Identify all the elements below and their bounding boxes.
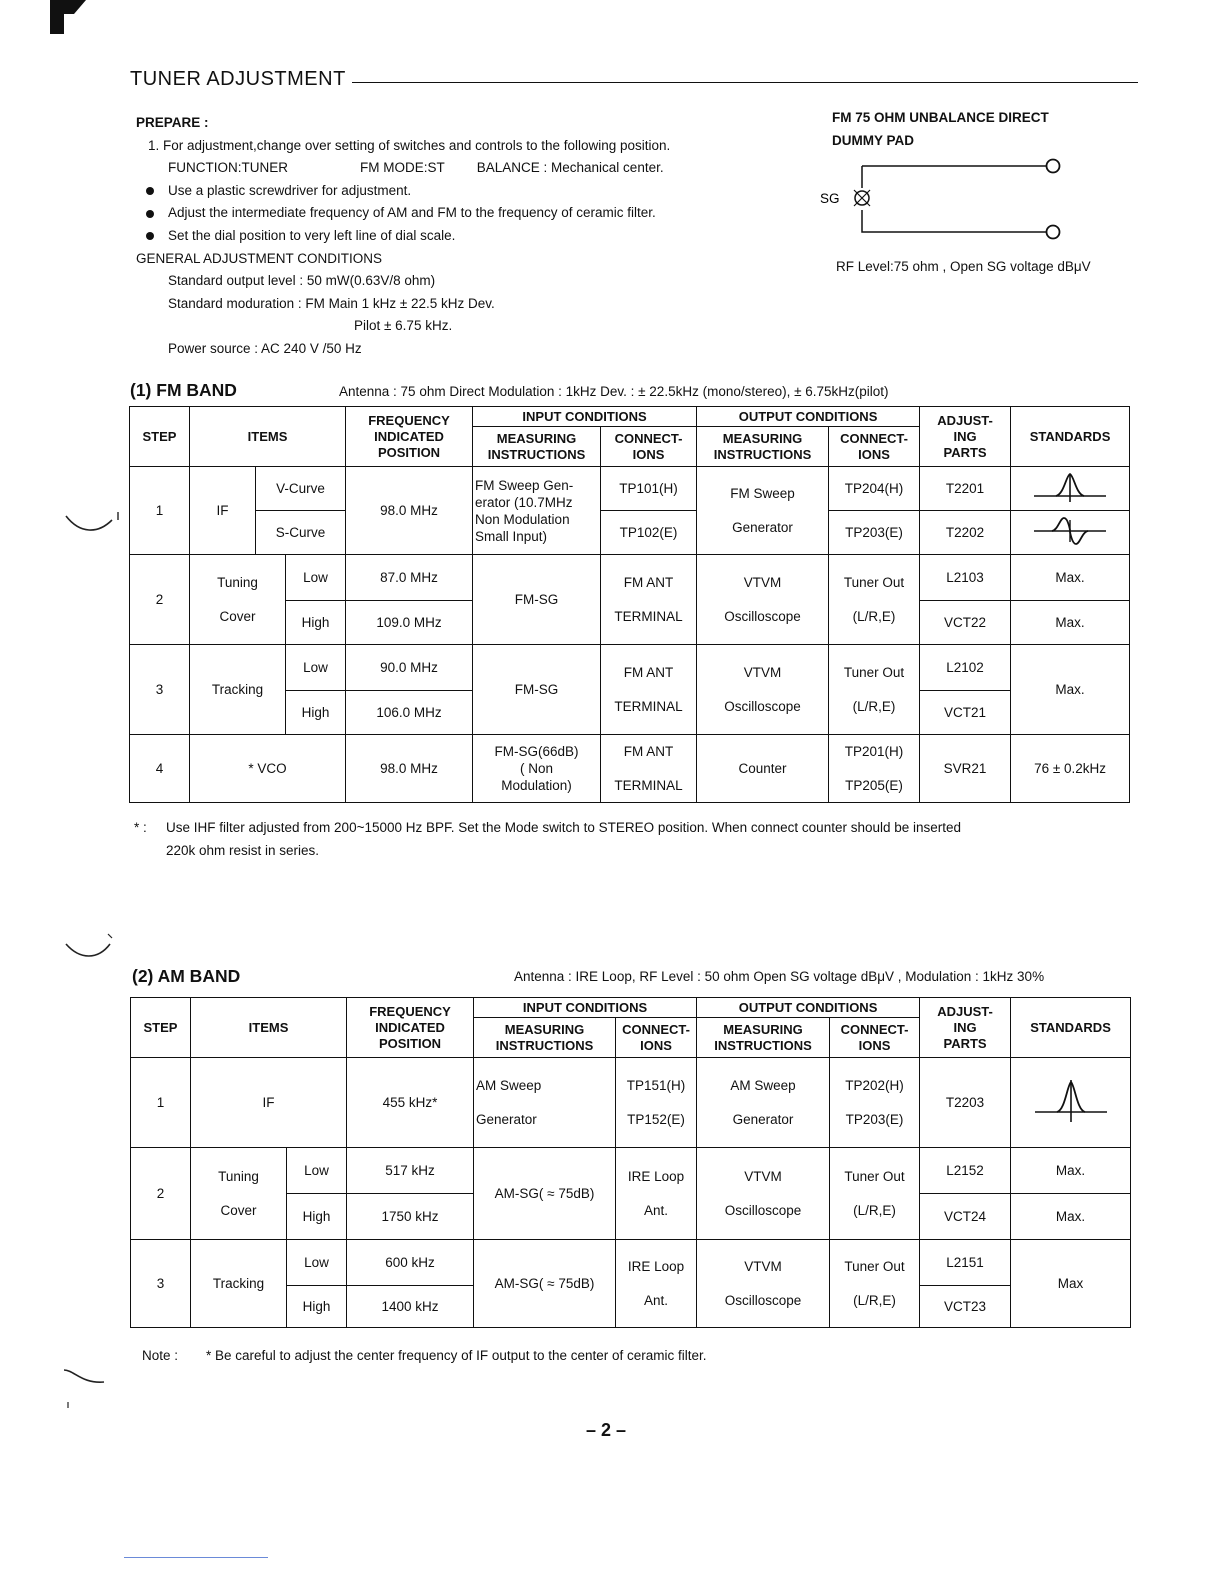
- title-rule: [352, 82, 1138, 83]
- adjust-part-cell: L2152: [920, 1148, 1011, 1194]
- frequency-cell: 517 kHz: [347, 1148, 474, 1194]
- bullet-item: [136, 202, 816, 225]
- output-measuring-cell: Counter: [697, 735, 829, 803]
- header-step: STEP: [131, 998, 191, 1058]
- standard-modulation: Standard moduration : FM Main 1 kHz ± 22.5 kHz Dev.: [168, 295, 495, 311]
- fm-mode-setting: FM MODE:ST: [360, 160, 445, 176]
- dummy-pad-title: [832, 106, 1132, 152]
- sub-item-cell: S-Curve: [256, 511, 346, 555]
- dummy-pad-title-line-2: DUMMY PAD: [832, 133, 915, 148]
- frequency-cell: 600 kHz: [347, 1240, 474, 1286]
- pilot-deviation: Pilot ± 6.75 kHz.: [354, 318, 453, 334]
- fm-band-table: [129, 406, 1130, 803]
- fm-footnote-mark: * :: [134, 820, 147, 835]
- output-measuring-cell: VTVM Oscilloscope: [697, 1240, 830, 1328]
- output-measuring-cell: AM Sweep Generator: [697, 1058, 830, 1148]
- table-row: [130, 467, 1130, 511]
- header-adjusting-parts: ADJUST- ING PARTS: [920, 407, 1011, 467]
- header-output-conditions: OUTPUT CONDITIONS: [697, 998, 920, 1018]
- margin-hole-mark-icon: [62, 510, 122, 540]
- fm-band-conditions: Antenna : 75 ohm Direct Modulation : 1kHz Dev. : ± 22.5kHz (mono/stereo), ± 6.75kHz(pilot): [339, 384, 889, 399]
- output-connection-cell: TP201(H) TP205(E): [829, 735, 920, 803]
- header-items: ITEMS: [190, 407, 346, 467]
- adjust-part-cell: L2151: [920, 1240, 1011, 1286]
- frequency-cell: 106.0 MHz: [346, 691, 473, 735]
- output-connection-cell: TP204(H): [829, 467, 920, 511]
- corner-scan-mark: [50, 0, 86, 34]
- output-connection-cell: TP202(H) TP203(E): [830, 1058, 920, 1148]
- v-curve-waveform-icon: [1030, 470, 1110, 504]
- bullet-item: [136, 225, 816, 248]
- margin-hole-mark-icon: [60, 1364, 110, 1410]
- item-cell: Tuning Cover: [190, 555, 286, 645]
- standard-cell: 76 ± 0.2kHz: [1011, 735, 1130, 803]
- input-measuring-cell: FM-SG: [473, 645, 601, 735]
- bullet-text: Use a plastic screwdriver for adjustment.: [168, 182, 412, 198]
- s-curve-waveform-icon: [1030, 514, 1110, 548]
- header-input-measuring: MEASURING INSTRUCTIONS: [473, 427, 601, 467]
- step-cell: 3: [131, 1240, 191, 1328]
- fm-footnote-line-1: Use IHF filter adjusted from 200~15000 Hz BPF. Set the Mode switch to STEREO position. When connect counter should be inserted: [166, 820, 962, 835]
- fm-footnote: [166, 816, 1136, 862]
- page-number: – 2 –: [586, 1420, 627, 1440]
- fm-band-title: (1) FM BAND: [130, 380, 237, 400]
- output-connection-cell: Tuner Out (L/R,E): [830, 1148, 920, 1240]
- dummy-pad-title-line-1: FM 75 OHM UNBALANCE DIRECT: [832, 110, 1049, 125]
- standard-s-curve-cell: [1011, 511, 1130, 555]
- standard-output-level: Standard output level : 50 mW(0.63V/8 ohm): [168, 273, 436, 289]
- step-cell: 1: [131, 1058, 191, 1148]
- adjust-part-cell: SVR21: [920, 735, 1011, 803]
- low-label-cell: Low: [286, 645, 346, 691]
- output-connection-cell: Tuner Out (L/R,E): [829, 645, 920, 735]
- input-connection-cell: IRE Loop Ant.: [616, 1148, 697, 1240]
- fm-footnote-line-2: 220k ohm resist in series.: [166, 843, 320, 858]
- standard-cell: Max.: [1011, 1148, 1131, 1194]
- header-step: STEP: [130, 407, 190, 467]
- header-input-conditions: INPUT CONDITIONS: [474, 998, 697, 1018]
- bullet-icon: [146, 232, 154, 240]
- output-measuring-cell: VTVM Oscilloscope: [697, 645, 829, 735]
- output-connection-cell: TP203(E): [829, 511, 920, 555]
- header-standards: STANDARDS: [1011, 998, 1131, 1058]
- header-output-connections: CONNECT- IONS: [829, 427, 920, 467]
- input-measuring-cell: AM Sweep Generator: [474, 1058, 616, 1148]
- bullet-icon: [146, 187, 154, 195]
- frequency-cell: 1400 kHz: [347, 1286, 474, 1328]
- high-label-cell: High: [286, 691, 346, 735]
- margin-hole-mark-icon: [62, 930, 122, 964]
- item-cell: IF: [191, 1058, 347, 1148]
- item-cell: Tuning Cover: [191, 1148, 287, 1240]
- header-output-connections: CONNECT- IONS: [830, 1018, 920, 1058]
- rf-level-note: RF Level:75 ohm , Open SG voltage dBμV: [836, 259, 1091, 274]
- adjust-part-cell: T2201: [920, 467, 1011, 511]
- input-measuring-cell: FM-SG: [473, 555, 601, 645]
- header-adjusting-parts: ADJUST- ING PARTS: [920, 998, 1011, 1058]
- input-connection-cell: TP151(H) TP152(E): [616, 1058, 697, 1148]
- input-connection-cell: FM ANT TERMINAL: [601, 735, 697, 803]
- prepare-block: [136, 112, 816, 361]
- prepare-switch-settings: [136, 157, 816, 180]
- sg-label: SG: [820, 191, 840, 206]
- high-label-cell: High: [286, 601, 346, 645]
- input-measuring-cell: FM Sweep Gen- erator (10.7MHz Non Modulation Small Input): [473, 467, 601, 555]
- frequency-cell: 90.0 MHz: [346, 645, 473, 691]
- high-label-cell: High: [287, 1286, 347, 1328]
- bullet-item: [136, 180, 816, 203]
- output-measuring-cell: FM Sweep Generator: [697, 467, 829, 555]
- table-row: [130, 555, 1130, 601]
- item-cell: * VCO: [190, 735, 346, 803]
- item-cell: Tracking: [190, 645, 286, 735]
- step-cell: 3: [130, 645, 190, 735]
- output-connection-cell: Tuner Out (L/R,E): [829, 555, 920, 645]
- input-connection-cell: IRE Loop Ant.: [616, 1240, 697, 1328]
- input-connection-cell: FM ANT TERMINAL: [601, 555, 697, 645]
- peak-waveform-icon: [1031, 1076, 1111, 1126]
- high-label-cell: High: [287, 1194, 347, 1240]
- frequency-cell: 98.0 MHz: [346, 467, 473, 555]
- am-note-text: * Be careful to adjust the center frequency of IF output to the center of ceramic filter.: [206, 1348, 707, 1363]
- input-measuring-cell: FM-SG(66dB) ( Non Modulation): [473, 735, 601, 803]
- bullet-icon: [146, 210, 154, 218]
- header-standards: STANDARDS: [1011, 407, 1130, 467]
- input-connection-cell: FM ANT TERMINAL: [601, 645, 697, 735]
- frequency-cell: 98.0 MHz: [346, 735, 473, 803]
- bullet-text: Set the dial position to very left line of dial scale.: [168, 227, 456, 243]
- header-output-measuring: MEASURING INSTRUCTIONS: [697, 427, 829, 467]
- am-band-title: (2) AM BAND: [132, 966, 241, 986]
- sub-item-cell: V-Curve: [256, 467, 346, 511]
- am-band-conditions: Antenna : IRE Loop, RF Level : 50 ohm Open SG voltage dBμV , Modulation : 1kHz 30%: [514, 969, 1045, 984]
- adjust-part-cell: T2202: [920, 511, 1011, 555]
- header-output-measuring: MEASURING INSTRUCTIONS: [697, 1018, 830, 1058]
- standard-cell: Max.: [1011, 1194, 1131, 1240]
- header-output-conditions: OUTPUT CONDITIONS: [697, 407, 920, 427]
- table-row: [131, 1058, 1131, 1148]
- header-input-connections: CONNECT- IONS: [616, 1018, 697, 1058]
- adjust-part-cell: T2203: [920, 1058, 1011, 1148]
- low-label-cell: Low: [286, 555, 346, 601]
- adjust-part-cell: L2102: [920, 645, 1011, 691]
- balance-setting: BALANCE : Mechanical center.: [476, 160, 664, 176]
- frequency-cell: 109.0 MHz: [346, 601, 473, 645]
- step-cell: 2: [130, 555, 190, 645]
- header-input-measuring: MEASURING INSTRUCTIONS: [474, 1018, 616, 1058]
- standard-cell: Max.: [1011, 601, 1130, 645]
- low-label-cell: Low: [287, 1148, 347, 1194]
- bullet-text: Adjust the intermediate frequency of AM and FM to the frequency of ceramic filter.: [168, 205, 656, 221]
- standard-cell: Max: [1011, 1240, 1131, 1328]
- bottom-rule: [124, 1557, 268, 1558]
- input-connection-cell: TP102(E): [601, 511, 697, 555]
- header-items: ITEMS: [191, 998, 347, 1058]
- frequency-cell: 1750 kHz: [347, 1194, 474, 1240]
- table-row: [130, 735, 1130, 803]
- input-connection-cell: TP101(H): [601, 467, 697, 511]
- input-measuring-cell: AM-SG( ≈ 75dB): [474, 1148, 616, 1240]
- output-measuring-cell: VTVM Oscilloscope: [697, 555, 829, 645]
- adjust-part-cell: VCT23: [920, 1286, 1011, 1328]
- am-note-label: Note :: [142, 1348, 179, 1363]
- low-label-cell: Low: [287, 1240, 347, 1286]
- step-cell: 2: [131, 1148, 191, 1240]
- adjust-part-cell: L2103: [920, 555, 1011, 601]
- header-input-connections: CONNECT- IONS: [601, 427, 697, 467]
- header-input-conditions: INPUT CONDITIONS: [473, 407, 697, 427]
- general-conditions-heading: GENERAL ADJUSTMENT CONDITIONS: [136, 250, 383, 266]
- frequency-cell: 87.0 MHz: [346, 555, 473, 601]
- input-measuring-cell: AM-SG( ≈ 75dB): [474, 1240, 616, 1328]
- output-measuring-cell: VTVM Oscilloscope: [697, 1148, 830, 1240]
- output-connection-cell: Tuner Out (L/R,E): [830, 1240, 920, 1328]
- am-band-table: [130, 997, 1131, 1328]
- header-frequency: FREQUENCY INDICATED POSITION: [347, 998, 474, 1058]
- power-source: Power source : AC 240 V /50 Hz: [168, 340, 362, 356]
- adjust-part-cell: VCT22: [920, 601, 1011, 645]
- dummy-pad-diagram: [818, 150, 1078, 250]
- step-cell: 1: [130, 467, 190, 555]
- standard-cell: Max.: [1011, 645, 1130, 735]
- function-setting: FUNCTION:TUNER: [168, 160, 288, 176]
- item-cell: Tracking: [191, 1240, 287, 1328]
- adjust-part-cell: VCT24: [920, 1194, 1011, 1240]
- standard-v-curve-cell: [1011, 467, 1130, 511]
- table-row: [130, 645, 1130, 691]
- table-row: [131, 1240, 1131, 1286]
- section-title-row: [130, 66, 1138, 92]
- adjust-part-cell: VCT21: [920, 691, 1011, 735]
- step-cell: 4: [130, 735, 190, 803]
- prepare-line-1: 1. For adjustment,change over setting of switches and controls to the following position.: [148, 137, 671, 153]
- table-row: [131, 1148, 1131, 1194]
- standard-cell: Max.: [1011, 555, 1130, 601]
- table-row: [130, 511, 1130, 555]
- standard-peak-cell: [1011, 1058, 1131, 1148]
- frequency-cell: 455 kHz*: [347, 1058, 474, 1148]
- page-title: TUNER ADJUSTMENT: [130, 67, 346, 90]
- item-cell: IF: [190, 467, 256, 555]
- prepare-heading: PREPARE :: [136, 115, 209, 130]
- header-frequency: FREQUENCY INDICATED POSITION: [346, 407, 473, 467]
